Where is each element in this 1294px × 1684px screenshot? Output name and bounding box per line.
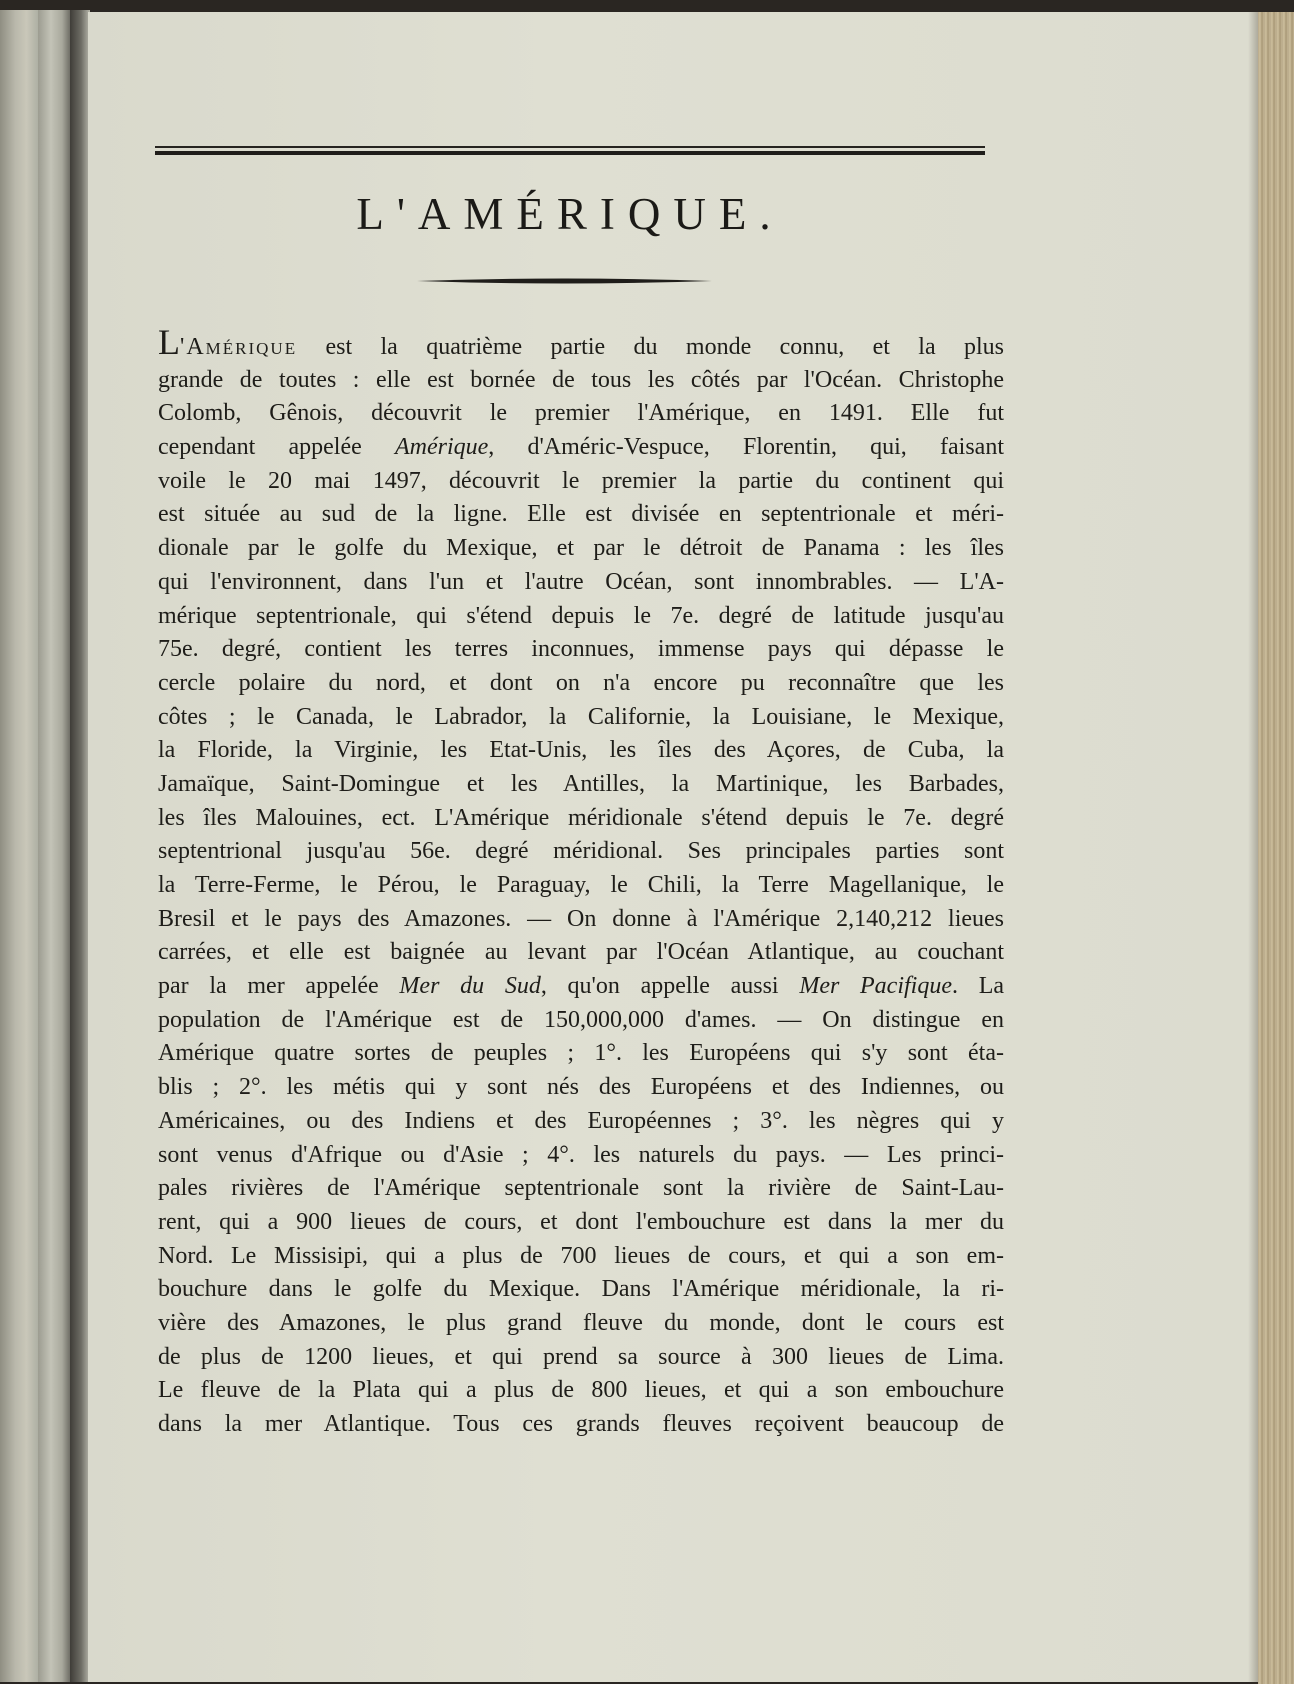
text-line bbox=[158, 1307, 1004, 1341]
text-line bbox=[158, 1240, 1004, 1274]
text-run: côtes ; le Canada, le Labrador, la Californie, la Louisiane, le Mexique, bbox=[158, 703, 1004, 730]
text-line bbox=[158, 498, 1004, 532]
text-line bbox=[158, 970, 1004, 1004]
text-run: est située au sud de la ligne. Elle est divisée en septentrionale et méri- bbox=[158, 501, 1004, 528]
text-run: qui l'environnent, dans l'un et l'autre Océan, sont innombrables. — L'A- bbox=[158, 568, 1004, 595]
text-line bbox=[158, 835, 1004, 869]
text-run: , qu'on appelle aussi bbox=[540, 973, 800, 1000]
text-run: la Terre-Ferme, le Pérou, le Paraguay, le Chili, la Terre Magellanique, le bbox=[158, 872, 1004, 898]
text-run: Bresil et le pays des Amazones. — On donne à l'Amérique 2,140,212 lieues bbox=[158, 905, 1004, 932]
text-line bbox=[158, 734, 1004, 768]
text-run: dans la mer Atlantique. Tous ces grands fleuves reçoivent beaucoup de bbox=[158, 1411, 1004, 1437]
text-run: est la quatrième partie du monde connu, et la plus bbox=[297, 334, 1004, 360]
text-run: cependant appelée bbox=[158, 434, 395, 461]
text-line bbox=[158, 1105, 1004, 1139]
text-line bbox=[158, 1341, 1004, 1375]
text-line bbox=[158, 1374, 1004, 1408]
text-line bbox=[158, 1004, 1004, 1038]
text-line bbox=[158, 667, 1004, 701]
text-run: voile le 20 mai 1497, découvrit le premier la partie du continent qui bbox=[158, 467, 1004, 494]
text-line bbox=[158, 465, 1004, 499]
text-line bbox=[158, 802, 1004, 836]
text-run: Amérique quatre sortes de peuples ; 1°. les Européens qui s'y sont éta- bbox=[158, 1040, 1004, 1067]
text-line bbox=[158, 1037, 1004, 1071]
body-paragraph bbox=[158, 322, 1005, 1442]
text-run: vière des Amazones, le plus grand fleuve du monde, dont le cours est bbox=[158, 1309, 1004, 1336]
text-run: sont venus d'Afrique ou d'Asie ; 4°. les naturels du pays. — Les princi- bbox=[158, 1141, 1004, 1168]
text-run: , d'Améric-Vespuce, Florentin, qui, faisant bbox=[488, 434, 1004, 461]
text-run: les îles Malouines, ect. L'Amérique méridionale s'étend depuis le 7e. degré bbox=[158, 804, 1004, 831]
header-double-rule bbox=[155, 146, 985, 156]
italic-term: Mer Pacifique bbox=[799, 973, 952, 1000]
text-run: . La bbox=[952, 973, 1005, 1000]
italic-term: Amérique bbox=[394, 434, 489, 461]
text-run: Colomb, Gênois, découvrit le premier l'Amérique, en 1491. Elle fut bbox=[158, 400, 1004, 427]
text-line bbox=[158, 364, 1004, 398]
header-rule-thin bbox=[155, 146, 985, 148]
page-fore-edge bbox=[1258, 12, 1294, 1684]
title-ornament-rule bbox=[417, 277, 712, 285]
chapter-title: L'AMÉRIQUE. bbox=[356, 189, 784, 239]
text-run: septentrional jusqu'au 56e. degré méridional. Ses principales parties sont bbox=[158, 838, 1004, 865]
text-run: la Floride, la Virginie, les Etat-Unis, les îles des Açores, de Cuba, la bbox=[158, 737, 1004, 764]
text-run: de plus de 1200 lieues, et qui prend sa source à 300 lieues de Lima. bbox=[158, 1343, 1004, 1370]
header-rule-thick bbox=[155, 151, 985, 155]
text-line bbox=[158, 1206, 1004, 1240]
text-line bbox=[158, 1273, 1004, 1307]
text-line bbox=[158, 701, 1004, 735]
text-line bbox=[158, 1172, 1004, 1206]
text-run: Le fleuve de la Plata qui a plus de 800 lieues, et qui a son embouchure bbox=[158, 1377, 1004, 1404]
previous-page-edge bbox=[0, 10, 38, 1682]
text-line bbox=[158, 431, 1004, 465]
text-line bbox=[158, 1071, 1004, 1105]
text-run: pales rivières de l'Amérique septentrionale sont la rivière de Saint-Lau- bbox=[158, 1175, 1004, 1202]
text-line bbox=[158, 532, 1004, 566]
text-run: blis ; 2°. les métis qui y sont nés des Européens et des Indiennes, ou bbox=[158, 1074, 1004, 1101]
text-line bbox=[158, 397, 1004, 431]
text-line bbox=[158, 869, 1004, 903]
text-line bbox=[158, 1408, 1004, 1442]
book-spine bbox=[38, 10, 70, 1682]
text-line bbox=[158, 566, 1004, 600]
text-run: 75e. degré, contient les terres inconnues, immense pays qui dépasse le bbox=[158, 636, 1004, 663]
text-run: bouchure dans le golfe du Mexique. Dans l'Amérique méridionale, la ri- bbox=[158, 1276, 1004, 1303]
text-run: mérique septentrionale, qui s'étend depuis le 7e. degré de latitude jusqu'au bbox=[158, 602, 1004, 629]
text-run: cercle polaire du nord, et dont on n'a encore pu reconnaître que les bbox=[158, 669, 1004, 696]
text-run: Jamaïque, Saint-Domingue et les Antilles, la Martinique, les Barbades, bbox=[158, 770, 1004, 797]
drop-cap: L bbox=[158, 322, 180, 362]
text-run: Nord. Le Missisipi, qui a plus de 700 lieues de cours, et qui a son em- bbox=[158, 1242, 1004, 1269]
text-line bbox=[158, 322, 1004, 364]
text-line bbox=[158, 600, 1004, 634]
text-run: population de l'Amérique est de 150,000,000 d'ames. — On distingue en bbox=[158, 1006, 1004, 1033]
text-line bbox=[158, 633, 1004, 667]
text-line bbox=[158, 1139, 1004, 1173]
italic-term: Mer du Sud bbox=[399, 973, 541, 1000]
text-line bbox=[158, 903, 1004, 937]
text-run: dionale par le golfe du Mexique, et par le détroit de Panama : les îles bbox=[158, 535, 1004, 562]
text-run: carrées, et elle est baignée au levant par l'Océan Atlantique, au couchant bbox=[158, 939, 1004, 966]
text-run: par la mer appelée bbox=[158, 973, 400, 1000]
text-line bbox=[158, 768, 1004, 802]
page-gutter bbox=[70, 10, 90, 1682]
text-line bbox=[158, 936, 1004, 970]
text-run: Américaines, ou des Indiens et des Européennes ; 3°. les nègres qui y bbox=[158, 1107, 1004, 1134]
text-run: grande de toutes : elle est bornée de tous les côtés par l'Océan. Christophe bbox=[158, 366, 1004, 393]
small-caps-word: 'Amérique bbox=[180, 334, 298, 360]
text-run: rent, qui a 900 lieues de cours, et dont l'embouchure est dans la mer du bbox=[158, 1208, 1004, 1235]
